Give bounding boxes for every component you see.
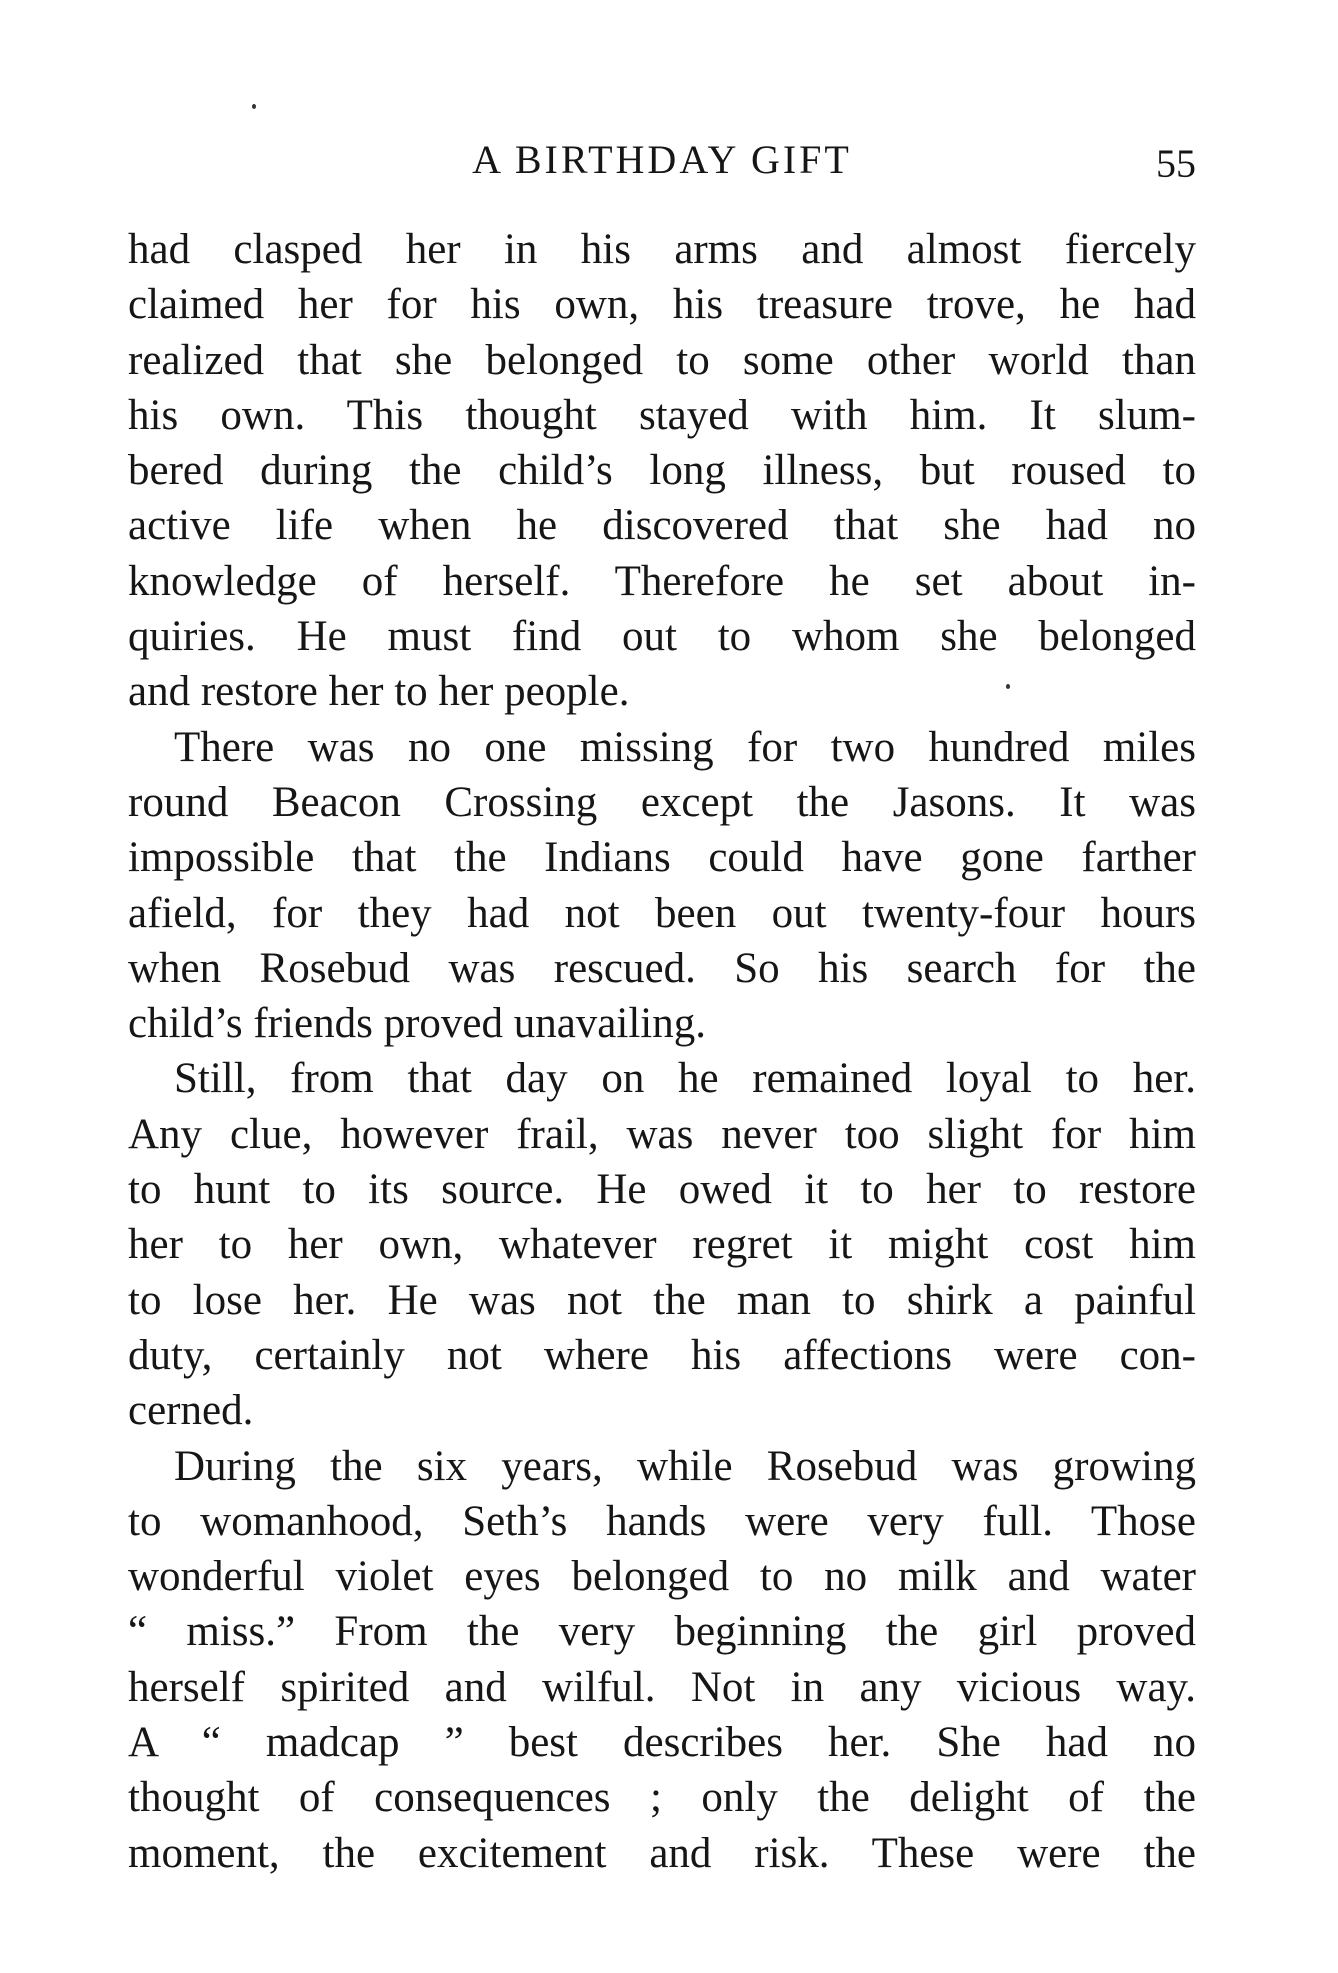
text-line: had clasped her in his arms and almost fiercely (128, 226, 1196, 273)
text-line: active life when he discovered that she had no (128, 502, 1196, 550)
text-line: claimed her for his own, his treasure trove, he had (128, 281, 1196, 329)
text-line: A “ madcap ” best describes her. She had no (128, 1719, 1196, 1767)
text-line: to hunt to its source. He owed it to her to restore (128, 1166, 1196, 1214)
text-line: and restore her to her people. (128, 668, 630, 716)
text-line: thought of consequences ; only the delight of the (128, 1774, 1196, 1822)
running-title: A BIRTHDAY GIFT (472, 137, 852, 182)
body-text (128, 222, 1196, 1881)
text-line: to lose her. He was not the man to shirk a painful (128, 1276, 1196, 1324)
text-line: cerned. (128, 1387, 254, 1435)
text-line: Still, from that day on he remained loyal to her. (174, 1055, 1196, 1103)
text-line: child’s friends proved unavailing. (128, 1000, 706, 1048)
text-line: his own. This thought stayed with him. It slum- (128, 391, 1196, 439)
text-line: Any clue, however frail, was never too slight for him (128, 1110, 1196, 1158)
text-line: duty, certainly not where his affections were con- (128, 1331, 1196, 1379)
text-line: her to her own, whatever regret it might cost him (128, 1221, 1196, 1269)
text-line: to womanhood, Seth’s hands were very full. Those (128, 1497, 1196, 1545)
text-line: realized that she belonged to some other world than (128, 336, 1196, 384)
text-line: moment, the excitement and risk. These were the (128, 1829, 1196, 1877)
text-line: During the six years, while Rosebud was growing (174, 1442, 1196, 1490)
text-line: “ miss.” From the very beginning the girl proved (128, 1608, 1196, 1656)
text-line: knowledge of herself. Therefore he set about in- (128, 557, 1196, 605)
text-line: impossible that the Indians could have gone farther (128, 834, 1196, 882)
text-line: There was no one missing for two hundred miles (174, 723, 1196, 771)
text-line: quiries. He must find out to whom she belonged (128, 613, 1196, 661)
print-speck (252, 104, 256, 109)
text-line: bered during the child’s long illness, but roused to (128, 447, 1196, 495)
page-number: 55 (1156, 141, 1196, 186)
running-head (128, 130, 1196, 190)
text-line: when Rosebud was rescued. So his search for the (128, 944, 1196, 992)
text-line: afield, for they had not been out twenty-four hours (128, 889, 1196, 937)
text-line: herself spirited and wilful. Not in any vicious way. (128, 1663, 1196, 1711)
text-line: wonderful violet eyes belonged to no milk and water (128, 1553, 1196, 1601)
text-line: round Beacon Crossing except the Jasons. It was (128, 778, 1196, 826)
